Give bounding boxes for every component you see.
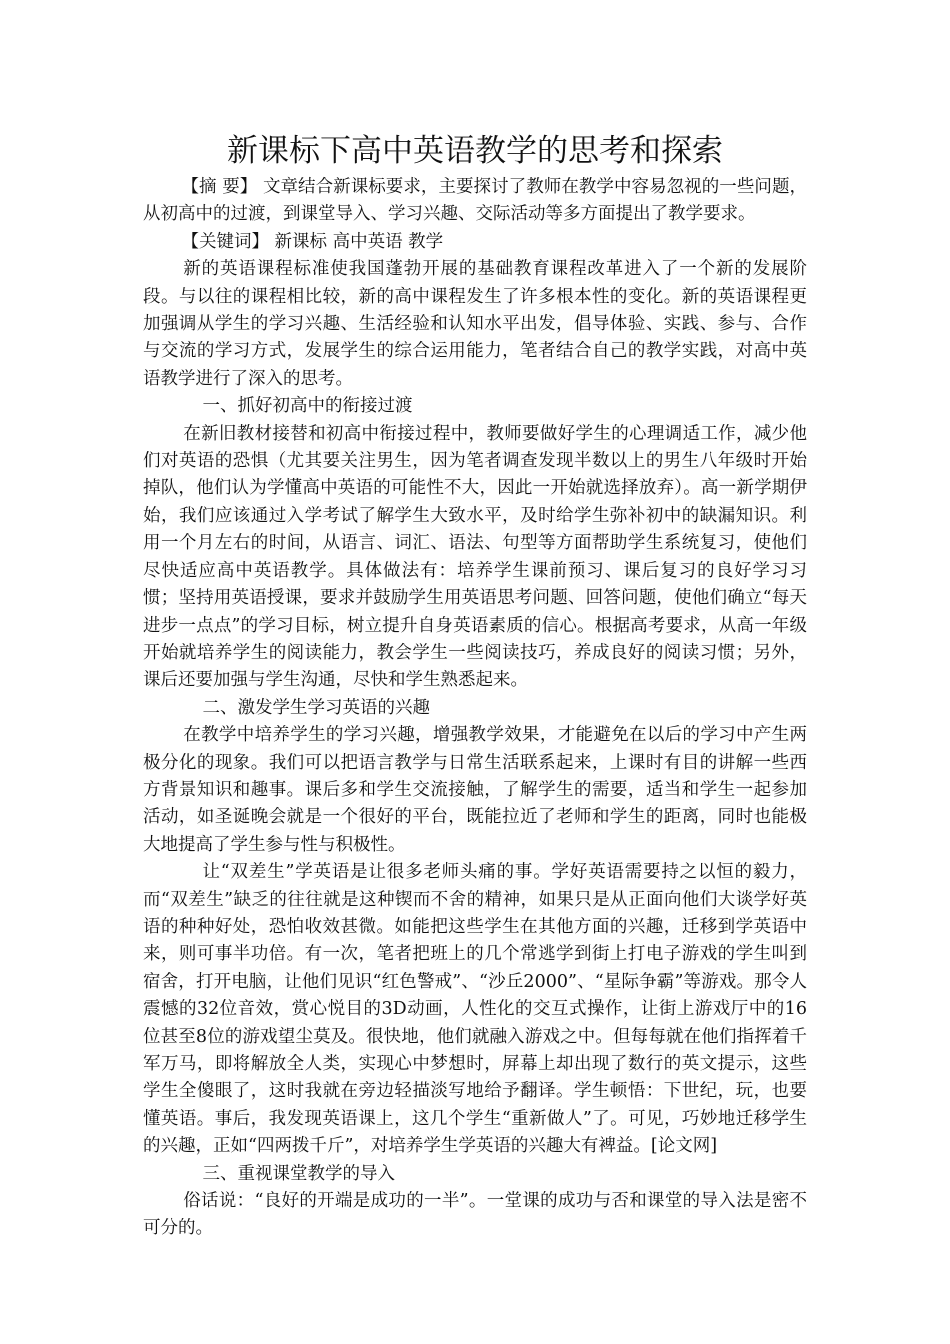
- section-heading-2: 二、激发学生学习英语的兴趣: [202, 697, 430, 718]
- abstract-paragraph: 【摘 要】 文章结合新课标要求，主要探讨了教师在教学中容易忽视的一些问题，从初高中的过渡，到课堂导入、学习兴趣、交际活动等多方面提出了教学要求。: [143, 177, 807, 225]
- section-3-paragraph: 俗话说：“良好的开端是成功的一半”。一堂课的成功与否和课堂的导入法是密不可分的。: [143, 1191, 807, 1239]
- keywords-line: 【关键词】 新课标 高中英语 教学: [181, 231, 444, 252]
- section-heading-3: 三、重视课堂教学的导入: [202, 1163, 395, 1184]
- section-heading-1: 一、抓好初高中的衔接过渡: [202, 396, 413, 417]
- document-body: [143, 174, 807, 1243]
- section-1-paragraph: 在新旧教材接替和初高中衔接过程中，教师要做好学生的心理调适工作，减少他们对英语的恐惧（尤其要关注男生，因为笔者调查发现半数以上的男生八年级时开始掉队，他们认为学懂高中英语的可能性不大，因此一开始就选择放弃）。高一新学期伊始，我们应该通过入学考试了解学生大致水平，及时给学生弥补初中的缺漏知识。利用一个月左右的时间，从语言、词汇、语法、句型等方面帮助学生系统复习，使他们尽快适应高中英语教学。具体做法有：培养学生课前预习、课后复习的良好学习习惯；坚持用英语授课，要求并鼓励学生用英语思考问题、回答问题，使他们确立“每天进步一点点”的学习目标，树立提升自身英语素质的信心。根据高考要求，从高一年级开始就培养学生的阅读能力，教会学生一些阅读技巧，养成良好的阅读习惯；另外，课后还要加强与学生沟通，尽快和学生熟悉起来。: [143, 423, 807, 691]
- document-title: 新课标下高中英语教学的思考和探索: [227, 133, 723, 169]
- section-2-paragraph-1: 在教学中培养学生的学习兴趣，增强教学效果，才能避免在以后的学习中产生两极分化的现象。我们可以把语言教学与日常生活联系起来，上课时有目的讲解一些西方背景知识和趣事。课后多和学生交流接触，了解学生的需要，适当和学生一起参加活动，如圣诞晚会就是一个很好的平台，既能拉近了老师和学生的距离，同时也能极大地提高了学生参与性与积极性。: [143, 725, 807, 855]
- intro-paragraph: 新的英语课程标准使我国蓬勃开展的基础教育课程改革进入了一个新的发展阶段。与以往的课程相比较，新的高中课程发生了许多根本性的变化。新的英语课程更加强调从学生的学习兴趣、生活经验和认知水平出发，倡导体验、实践、参与、合作与交流的学习方式，发展学生的综合运用能力，笔者结合自己的教学实践，对高中英语教学进行了深入的思考。: [143, 259, 807, 389]
- section-2-paragraph-2: 让“双差生”学英语是让很多老师头痛的事。学好英语需要持之以恒的毅力，而“双差生”缺乏的往往就是这种锲而不舍的精神，如果只是从正面向他们大谈学好英语的种种好处，恐怕收效甚微。如能把这些学生在其他方面的兴趣，迁移到学英语中来，则可事半功倍。有一次，笔者把班上的几个常逃学到街上打电子游戏的学生叫到宿舍，打开电脑，让他们见识“红色警戒”、“沙丘2000”、“星际争霸”等游戏。那令人震憾的32位音效，赏心悦目的3D动画，人性化的交互式操作，让街上游戏厅中的16位甚至8位的游戏望尘莫及。很快地，他们就融入游戏之中。但每每就在他们指挥着千军万马，即将解放全人类，实现心中梦想时，屏幕上却出现了数行的英文提示，这些学生全傻眼了，这时我就在旁边轻描淡写地给予翻译。学生顿悟：下世纪，玩，也要懂英语。事后，我发现英语课上，这几个学生“重新做人”了。可见，巧妙地迁移学生的兴趣，正如“四两拨千斤”，对培养学生学英语的兴趣大有裨益。[论文网]: [143, 862, 807, 1157]
